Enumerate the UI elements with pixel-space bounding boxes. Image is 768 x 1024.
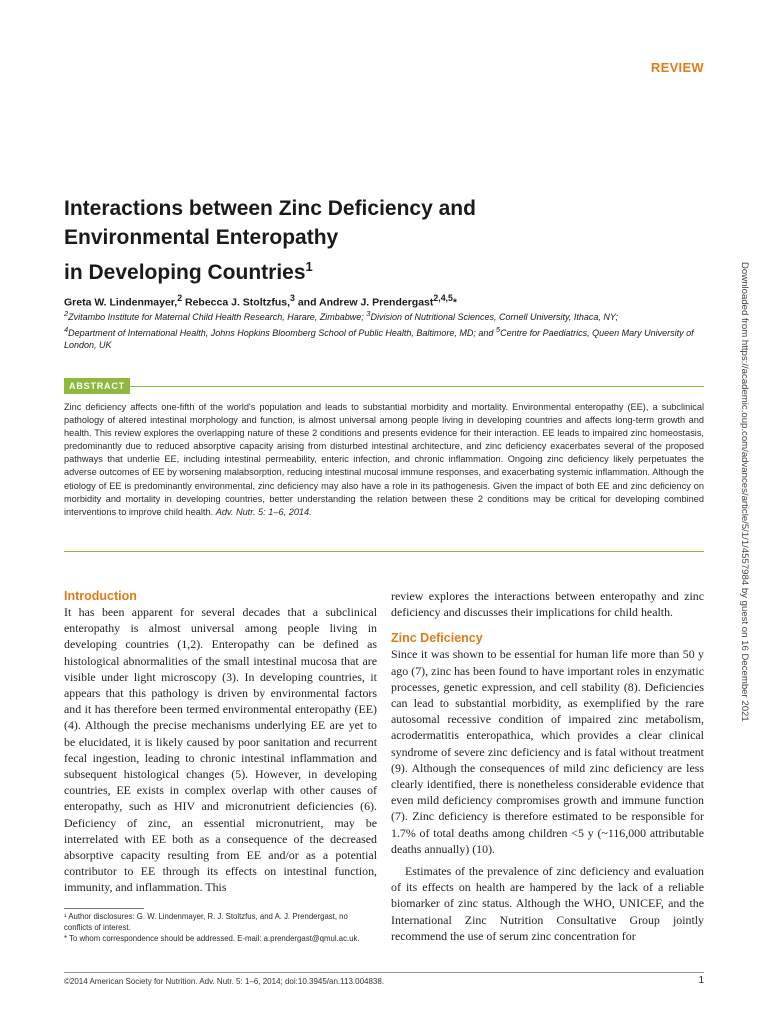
zinc-paragraph-2: Estimates of the prevalence of zinc deficiency and evaluation of its effects on health are hampered by the lack of a reliable biomarker of zinc status. Although the WHO, UNICEF, and the International Zinc Nutrition Consultative Group jointly recommend the use of serum zinc concentration for — [391, 864, 704, 943]
copyright-line: ©2014 American Society for Nutrition. Adv. Nutr. 5: 1–6, 2014; doi:10.3945/an.113.004838. — [64, 977, 385, 986]
affil-3: Division of Nutritional Sciences, Cornell University, Ithaca, NY; — [370, 312, 619, 322]
intro-heading: Introduction — [64, 589, 137, 603]
abstract-text: Zinc deficiency affects one-fifth of the world's population and leads to substantial morbidity and mortality. Environmental enteropathy (EE), a subclinical pathology of altered intestinal morphology and function, is almost universal among people living in developing countries and affects long-term growth and health. This review explores the overlapping nature of these 2 conditions and presents evidence for their interaction. EE leads to impaired zinc homeostasis, predominantly due to reduced absorptive capacity arising from disturbed intestinal architecture, and zinc deficiency exacerbates several of the proposed pathways that underlie EE, including intestinal permeability, enteric infection, and chronic inflammation. Ongoing zinc deficiency likely perpetuates the adverse outcomes of EE by worsening malabsorption, reducing intestinal mucosal immune responses, and exacerbating systemic inflammation. Although the etiology of EE is predominantly environmental, zinc deficiency may also have a role in its pathogenesis. Given the impact of both EE and zinc deficiency on morbidity and mortality in developing countries, better understanding the relation between these 2 conditions may be critical for developing combined interventions to improve child health. — [64, 402, 704, 517]
right-column — [391, 588, 704, 944]
abstract-bottom-rule — [64, 551, 704, 552]
author-list — [64, 293, 684, 309]
author-2-affil: 3 — [290, 293, 295, 303]
title-line-2: Environmental Enteropathy — [64, 226, 339, 249]
affil-4: Department of International Health, Johns Hopkins Bloomberg School of Public Health, Baltimore, MD; and — [68, 327, 496, 338]
footnote-disclosures: ¹ Author disclosures: G. W. Lindenmayer, R. J. Stoltzfus, and A. J. Prendergast, no conflicts of interest. — [64, 912, 348, 932]
section-label: REVIEW — [650, 60, 704, 75]
author-2: Rebecca J. Stoltzfus, — [182, 296, 291, 309]
abstract-top-rule — [64, 386, 704, 387]
title-line-1: Interactions between Zinc Deficiency and — [64, 197, 476, 220]
abstract-body — [64, 401, 704, 519]
title-footnote-mark: 1 — [305, 259, 313, 274]
zinc-deficiency-heading: Zinc Deficiency — [391, 631, 483, 646]
title-line-3 — [64, 252, 624, 287]
abstract-citation: Adv. Nutr. 5: 1–6, 2014. — [215, 506, 312, 517]
author-1: Greta W. Lindenmayer, — [64, 296, 178, 309]
title-line-3-text: in Developing Countries — [64, 261, 306, 284]
affil-2: Zvitambo Institute for Maternal Child Health Research, Harare, Zimbabwe; — [68, 312, 367, 322]
author-1-affil: 2 — [177, 293, 183, 303]
intro-paragraph: It has been apparent for several decades that a subclinical enteropathy is almost universal among people living in developing countries (1,2). Enteropathy can be defined as histological abnormalities of the small intestinal mucosa that are visible under light microscopy (3). In developing countries, it appears that this pathology is driven by environmental factors and it has therefore been termed environmental enteropathy (EE) (4). Although the precise mechanisms underlying EE are yet to be elucidated, it is likely caused by poor sanitation and recurrent fecal ingestion, leading to chronic intestinal inflammation and subsequent histological changes (5). However, in developing countries, EE exists in complex overlap with other causes of enteropathy, such as HIV and micronutrient deficiencies (6). Deficiency of zinc, an essential micronutrient, may be interrelated with EE both as a consequence of the decreased absorptive capacity resulting from EE and/or as a potential contributor to EE through its effects on intestinal function, immunity, and inflammation. This — [64, 605, 377, 895]
article-title — [64, 194, 624, 287]
affil-4-mark: 4 — [64, 324, 69, 334]
affil-2-mark: 2 — [64, 309, 69, 318]
footnote-rule — [64, 908, 144, 909]
affil-5-mark: 5 — [495, 324, 501, 334]
author-3-affil: 2,4,5 — [433, 293, 453, 303]
abstract-label: ABSTRACT — [64, 378, 130, 394]
author-3: and Andrew J. Prendergast — [294, 296, 434, 309]
affiliations — [64, 308, 694, 352]
corresponding-mark: * — [452, 296, 457, 309]
page-number: 1 — [698, 975, 704, 986]
zinc-paragraph-1: Since it was shown to be essential for human life more than 50 y ago (7), zinc has been found to have important roles in enzymatic processes, genetic expression, and cell stability (8). Deficiencies can lead to substantial morbidity, as exemplified by the rare autosomal recessive condition of impaired zinc metabolism, acrodermatitis enteropathica, which provides a clear clinical syndrome of severe zinc deficiency and is fatal without treatment (9). Although the consequences of mild zinc deficiency are less clearly identified, there is nonetheless considerable evidence that even mild deficiency compromises growth and immune function (7). Zinc deficiency is therefore estimated to be responsible for 1.7% of total deaths among children <5 y (~116,000 attributable deaths annually) (10). — [391, 647, 704, 856]
footer-rule — [64, 972, 704, 973]
footnote-correspondence: * To whom correspondence should be addressed. E-mail: a.prendergast@qmul.ac.uk. — [64, 934, 360, 943]
footnotes — [64, 912, 377, 946]
affil-3-mark: 3 — [366, 309, 371, 318]
left-column — [64, 588, 377, 896]
affil-5: Centre for Paediatrics, Queen Mary University of London, UK — [64, 327, 694, 350]
intro-continuation: review explores the interactions between enteropathy and zinc deficiency and discusses their implications for child health. — [391, 589, 704, 620]
download-watermark: Downloaded from https://academic.oup.com/advances/article/5/1/1/4557984 by guest on 16 December 2021 — [739, 262, 750, 722]
